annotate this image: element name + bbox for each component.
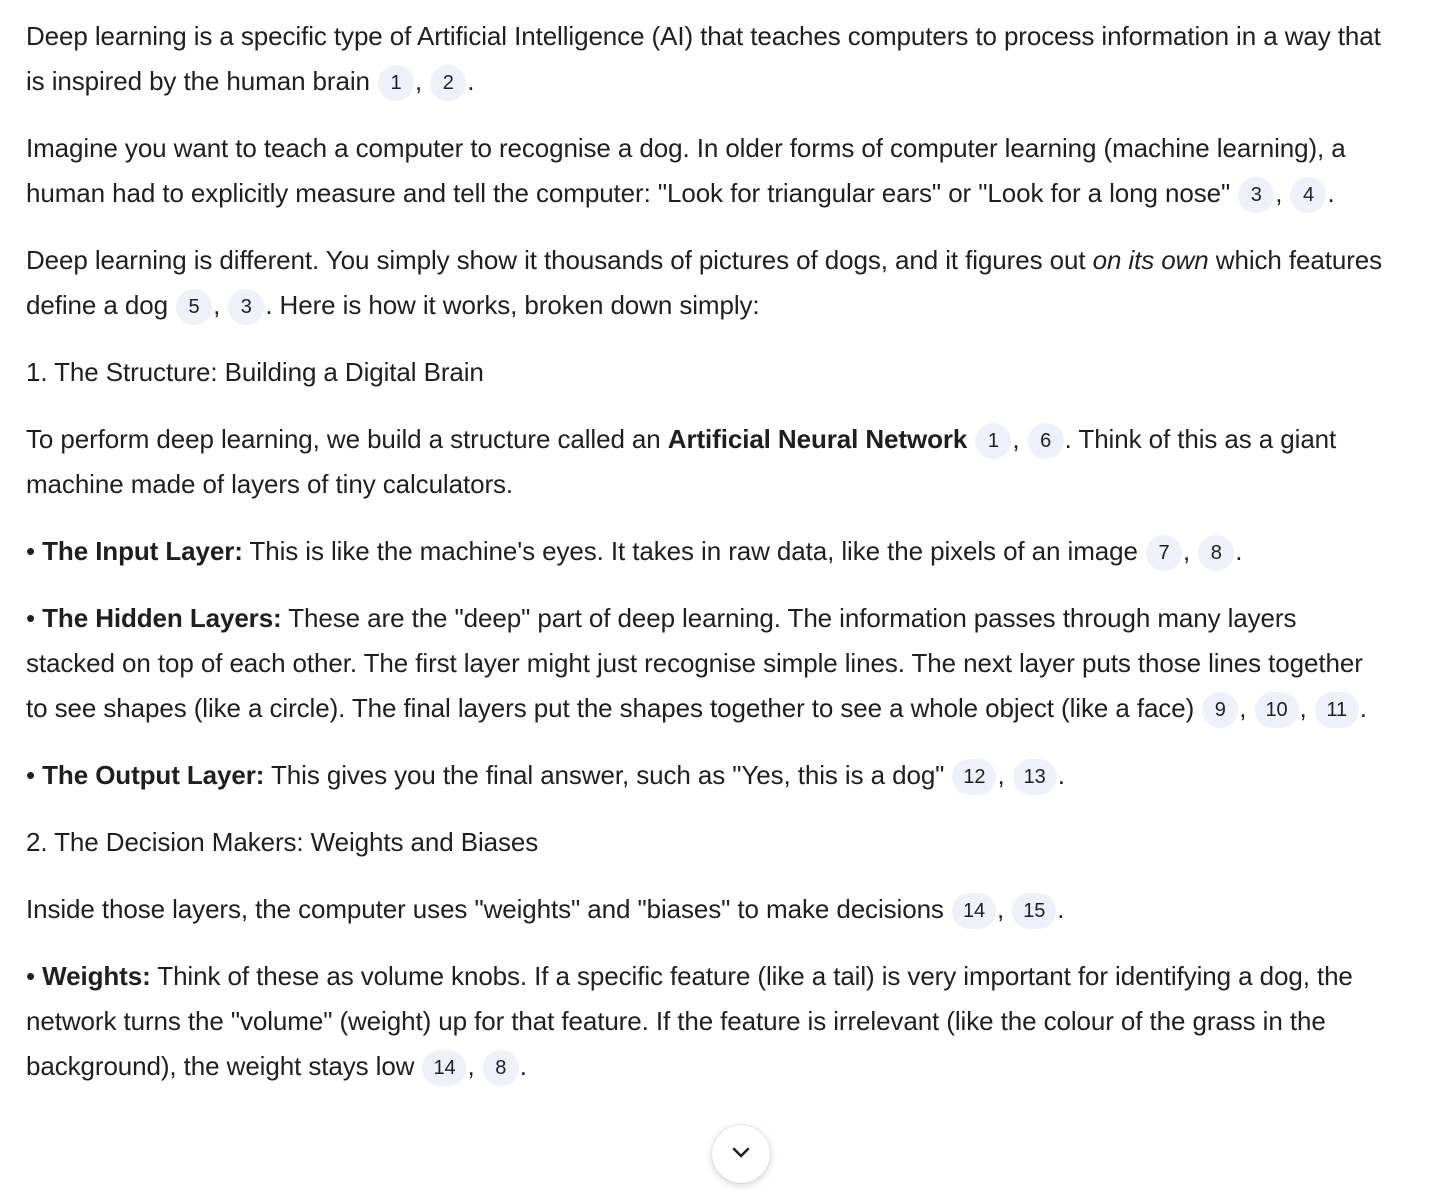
bold-term: Artificial Neural Network	[667, 424, 968, 454]
paragraph-text: Deep learning is a specific type of Artificial Intelligence (AI) that teaches computers to process information in a way that is inspired by the human brain	[26, 21, 1381, 96]
citation-chip[interactable]: 3	[1238, 177, 1274, 213]
paragraph-text: Deep learning is different. You simply show it thousands of pictures of dogs, and it figures out	[26, 245, 1093, 275]
section-heading-decision-makers: 2. The Decision Makers: Weights and Biases	[26, 827, 539, 857]
bullet-label: Weights:	[42, 961, 151, 991]
paragraph-weights-biases: Inside those layers, the computer uses "weights" and "biases" to make decisions 14 , 15 .	[26, 887, 1386, 932]
citation-chip[interactable]: 1	[378, 65, 414, 101]
bullet-weights: • Weights: Think of these as volume knobs. If a specific feature (like a tail) is very important for identifying a dog, the network turns the "volume" (weight) up for that feature. If the feature is irrelevant (like the colour of the grass in the background), the weight stays low 14 , 8 .	[26, 954, 1386, 1089]
bullet-marker: •	[26, 961, 36, 991]
bullet-label: The Input Layer:	[42, 536, 243, 566]
bullet-text: This is like the machine's eyes. It takes in raw data, like the pixels of an image	[242, 536, 1145, 566]
paragraph-difference: Deep learning is different. You simply show it thousands of pictures of dogs, and it figures out on its own which features define a dog 5 , 3 . Here is how it works, broken down simply:	[26, 238, 1386, 328]
bullet-label: The Output Layer:	[42, 760, 265, 790]
paragraph-text: which features define a dog	[26, 245, 1383, 320]
bullet-label: The Hidden Layers:	[42, 603, 282, 633]
scroll-down-button[interactable]	[712, 1125, 770, 1183]
paragraph-text: Imagine you want to teach a computer to recognise a dog. In older forms of computer learning (machine learning), a human had to explicitly measure and tell the computer: "Look for triangular ears" or "Look for a long nose"	[26, 133, 1346, 208]
citation-chip[interactable]: 8	[1198, 535, 1234, 571]
bullet-text: Think of these as volume knobs. If a specific feature (like a tail) is very important for identifying a dog, the network turns the "volume" (weight) up for that feature. If the feature is irrelevant (like the colour of the grass in the background), the weight stays low	[26, 961, 1353, 1081]
paragraph-example: Imagine you want to teach a computer to recognise a dog. In older forms of computer learning (machine learning), a human had to explicitly measure and tell the computer: "Look for triangular ears" or "Look for a long nose" 3 , 4 .	[26, 126, 1386, 216]
paragraph-intro: Deep learning is a specific type of Artificial Intelligence (AI) that teaches computers to process information in a way that is inspired by the human brain 1 , 2 .	[26, 14, 1386, 104]
citation-chip[interactable]: 1	[975, 423, 1011, 459]
citation-chip[interactable]: 8	[483, 1050, 519, 1086]
response-content	[26, 14, 1386, 1111]
paragraph-network: To perform deep learning, we build a structure called an Artificial Neural Network 1 , 6 . Think of this as a giant machine made of layers of tiny calculators.	[26, 424, 1337, 499]
bullet-text: This gives you the final answer, such as "Yes, this is a dog"	[264, 760, 952, 790]
bullet-text: These are the "deep" part of deep learning. The information passes through many layers stacked on top of each other. The first layer might just recognise simple lines. The next layer puts those lines together to see shapes (like a circle). The final layers put the shapes together to see a whole object (like a face)	[26, 603, 1363, 723]
citation-chip[interactable]: 3	[228, 289, 264, 325]
bullet-output-layer: • The Output Layer: This gives you the final answer, such as "Yes, this is a dog" 12 , 13 .	[26, 753, 1386, 798]
bullet-marker: •	[26, 603, 36, 633]
citation-chip[interactable]: 12	[952, 759, 996, 795]
paragraph-text: To perform deep learning, we build a structure called an	[26, 424, 668, 454]
citation-chip[interactable]: 11	[1315, 692, 1359, 728]
citation-chip[interactable]: 9	[1202, 692, 1238, 728]
citation-chip[interactable]: 4	[1290, 177, 1326, 213]
bullet-marker: •	[26, 536, 36, 566]
emphasis-text: on its own	[1092, 245, 1209, 275]
citation-chip[interactable]: 2	[430, 65, 466, 101]
citation-chip[interactable]: 5	[176, 289, 212, 325]
citation-chip[interactable]: 7	[1146, 535, 1182, 571]
citation-chip[interactable]: 15	[1012, 893, 1056, 929]
paragraph-text: Inside those layers, the computer uses "weights" and "biases" to make decisions	[26, 894, 951, 924]
paragraph-text: . Think of this as a giant machine made of layers of tiny calculators.	[26, 424, 1337, 499]
section-heading-structure: 1. The Structure: Building a Digital Brain	[26, 357, 484, 387]
paragraph-text: . Here is how it works, broken down simply:	[265, 290, 760, 320]
bullet-hidden-layers: • The Hidden Layers: These are the "deep" part of deep learning. The information passes through many layers stacked on top of each other. The first layer might just recognise simple lines. The next layer puts those lines together to see shapes (like a circle). The final layers put the shapes together to see a whole object (like a face) 9 , 10 , 11 .	[26, 596, 1386, 731]
citation-chip[interactable]: 13	[1013, 759, 1057, 795]
citation-chip[interactable]: 14	[952, 893, 996, 929]
citation-chip[interactable]: 14	[422, 1050, 466, 1086]
bullet-input-layer: • The Input Layer: This is like the machine's eyes. It takes in raw data, like the pixels of an image 7 , 8 .	[26, 529, 1386, 574]
citation-chip[interactable]: 10	[1255, 692, 1299, 728]
citation-chip[interactable]: 6	[1028, 423, 1064, 459]
bullet-marker: •	[26, 760, 36, 790]
chevron-down-icon	[729, 1140, 753, 1169]
